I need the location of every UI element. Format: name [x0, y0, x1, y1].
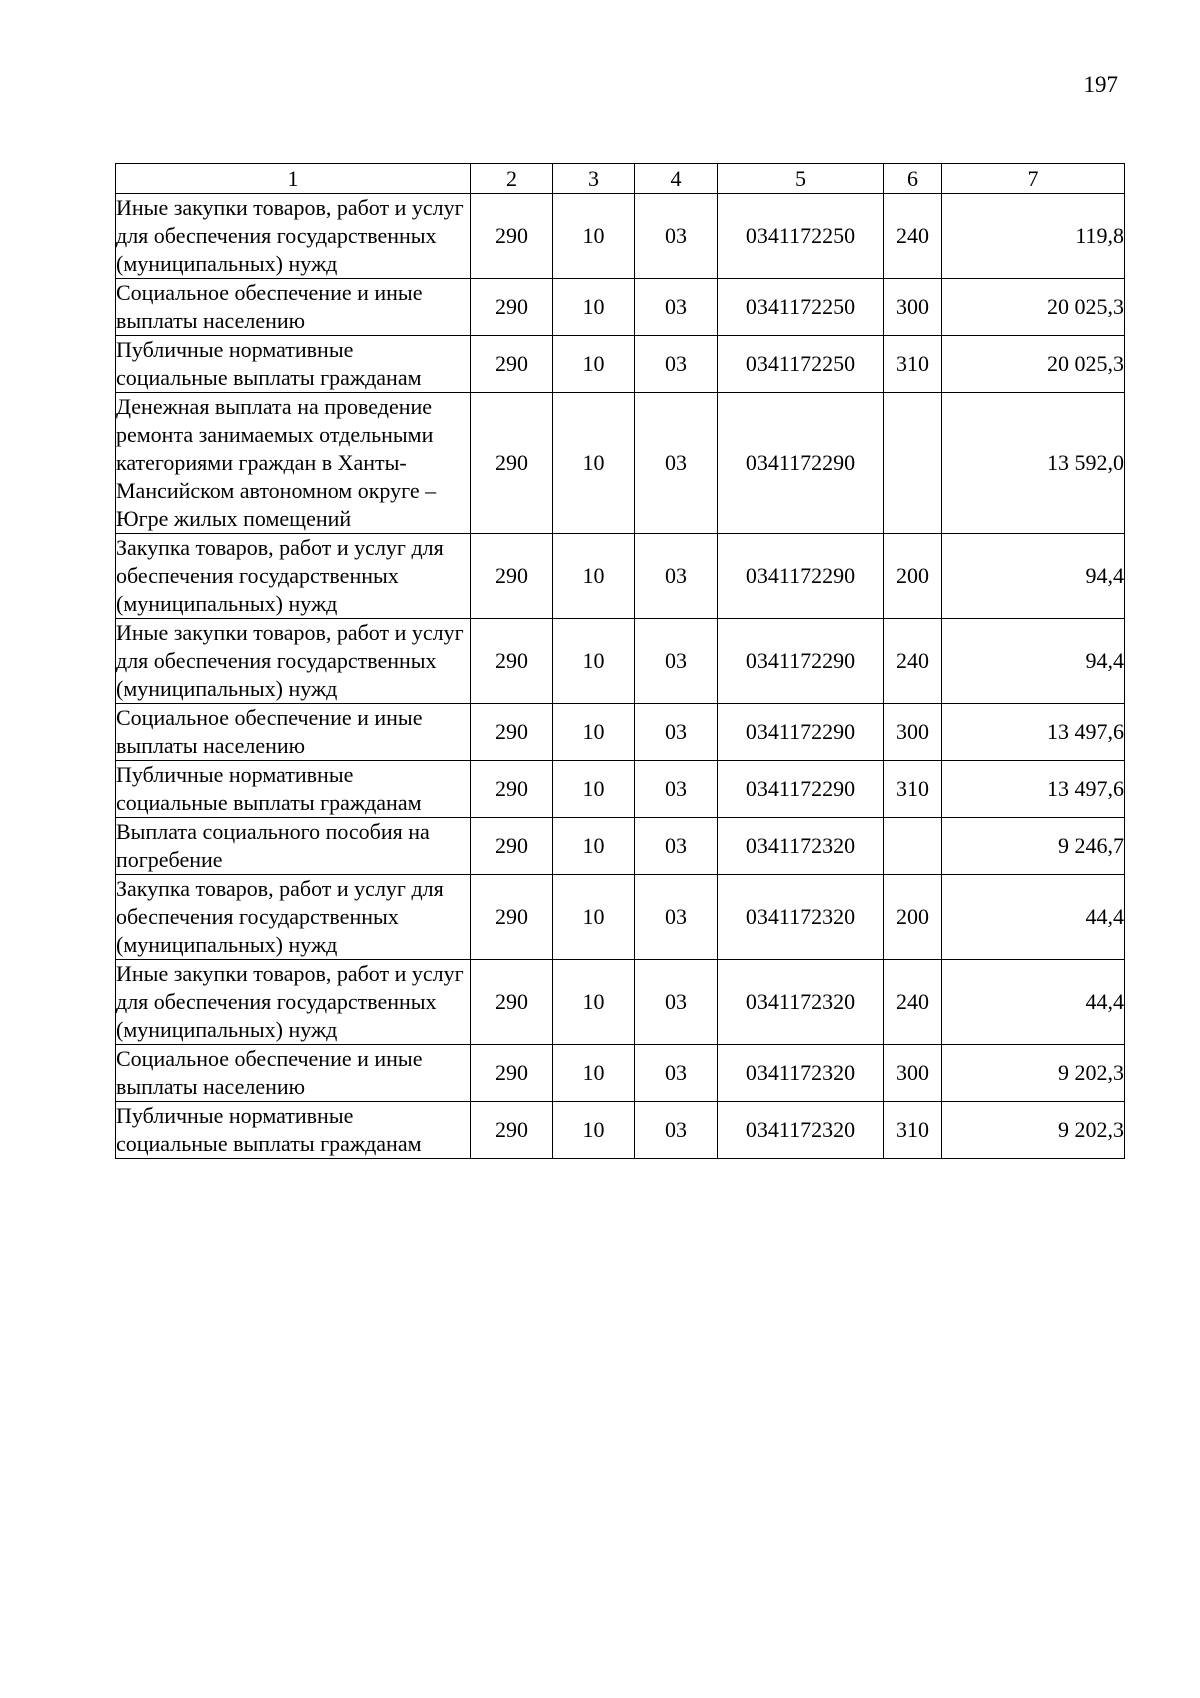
table-row	[116, 336, 1125, 393]
cell-col-5: 0341172320	[718, 960, 884, 1045]
budget-table	[115, 163, 1125, 1159]
cell-col-2: 290	[471, 194, 553, 279]
cell-col-5: 0341172290	[718, 704, 884, 761]
row-name: Выплата социального пособия на погребение	[116, 818, 471, 875]
column-header: 3	[553, 164, 635, 194]
cell-amount: 20 025,3	[942, 336, 1125, 393]
cell-col-3: 10	[553, 1045, 635, 1102]
row-name: Публичные нормативные социальные выплаты гражданам	[116, 336, 471, 393]
cell-col-4: 03	[635, 336, 718, 393]
column-header: 1	[116, 164, 471, 194]
cell-col-4: 03	[635, 194, 718, 279]
cell-col-2: 290	[471, 1102, 553, 1159]
cell-col-6: 310	[884, 336, 942, 393]
cell-col-4: 03	[635, 704, 718, 761]
cell-col-6: 240	[884, 960, 942, 1045]
cell-amount: 9 202,3	[942, 1045, 1125, 1102]
cell-amount: 9 202,3	[942, 1102, 1125, 1159]
row-name: Публичные нормативные социальные выплаты гражданам	[116, 1102, 471, 1159]
cell-amount: 44,4	[942, 875, 1125, 960]
cell-col-4: 03	[635, 818, 718, 875]
row-name: Денежная выплата на проведение ремонта занимаемых отдельными категориями граждан в Ханты-Мансийском автономном округе – Югре жилых помещений	[116, 393, 471, 534]
cell-col-4: 03	[635, 960, 718, 1045]
header-row	[116, 164, 1125, 194]
cell-col-3: 10	[553, 393, 635, 534]
cell-col-5: 0341172250	[718, 279, 884, 336]
cell-col-6: 310	[884, 761, 942, 818]
cell-col-6: 300	[884, 1045, 942, 1102]
cell-col-3: 10	[553, 761, 635, 818]
cell-col-2: 290	[471, 279, 553, 336]
cell-amount: 13 497,6	[942, 704, 1125, 761]
cell-amount: 94,4	[942, 534, 1125, 619]
cell-col-2: 290	[471, 336, 553, 393]
cell-col-2: 290	[471, 875, 553, 960]
row-name: Иные закупки товаров, работ и услуг для обеспечения государственных (муниципальных) нужд	[116, 194, 471, 279]
cell-col-6	[884, 393, 942, 534]
cell-col-3: 10	[553, 279, 635, 336]
row-name: Социальное обеспечение и иные выплаты населению	[116, 279, 471, 336]
table-row	[116, 619, 1125, 704]
cell-col-2: 290	[471, 534, 553, 619]
cell-amount: 94,4	[942, 619, 1125, 704]
row-name: Закупка товаров, работ и услуг для обеспечения государственных (муниципальных) нужд	[116, 875, 471, 960]
row-name: Социальное обеспечение и иные выплаты населению	[116, 704, 471, 761]
cell-col-3: 10	[553, 1102, 635, 1159]
row-name: Публичные нормативные социальные выплаты гражданам	[116, 761, 471, 818]
cell-amount: 44,4	[942, 960, 1125, 1045]
cell-col-5: 0341172250	[718, 336, 884, 393]
cell-col-2: 290	[471, 393, 553, 534]
cell-col-4: 03	[635, 1102, 718, 1159]
row-name: Иные закупки товаров, работ и услуг для обеспечения государственных (муниципальных) нужд	[116, 619, 471, 704]
column-header: 7	[942, 164, 1125, 194]
table-row	[116, 393, 1125, 534]
column-header: 4	[635, 164, 718, 194]
cell-col-6: 240	[884, 194, 942, 279]
cell-col-2: 290	[471, 761, 553, 818]
cell-col-3: 10	[553, 960, 635, 1045]
cell-col-4: 03	[635, 761, 718, 818]
table-row	[116, 960, 1125, 1045]
cell-col-6: 200	[884, 534, 942, 619]
cell-col-5: 0341172290	[718, 761, 884, 818]
cell-amount: 20 025,3	[942, 279, 1125, 336]
cell-col-6: 200	[884, 875, 942, 960]
cell-col-6	[884, 818, 942, 875]
cell-col-6: 300	[884, 279, 942, 336]
cell-col-3: 10	[553, 534, 635, 619]
table-row	[116, 704, 1125, 761]
cell-col-5: 0341172320	[718, 818, 884, 875]
cell-col-4: 03	[635, 534, 718, 619]
cell-col-4: 03	[635, 279, 718, 336]
cell-col-4: 03	[635, 619, 718, 704]
cell-col-4: 03	[635, 875, 718, 960]
table-row	[116, 194, 1125, 279]
cell-col-3: 10	[553, 875, 635, 960]
cell-col-2: 290	[471, 818, 553, 875]
cell-amount: 9 246,7	[942, 818, 1125, 875]
cell-col-3: 10	[553, 336, 635, 393]
cell-col-3: 10	[553, 619, 635, 704]
table-row	[116, 279, 1125, 336]
cell-col-5: 0341172320	[718, 875, 884, 960]
cell-col-5: 0341172290	[718, 393, 884, 534]
cell-col-5: 0341172320	[718, 1045, 884, 1102]
column-header: 5	[718, 164, 884, 194]
table-row	[116, 761, 1125, 818]
cell-col-6: 240	[884, 619, 942, 704]
table-row	[116, 875, 1125, 960]
cell-col-5: 0341172250	[718, 194, 884, 279]
row-name: Иные закупки товаров, работ и услуг для обеспечения государственных (муниципальных) нужд	[116, 960, 471, 1045]
cell-amount: 119,8	[942, 194, 1125, 279]
row-name: Закупка товаров, работ и услуг для обеспечения государственных (муниципальных) нужд	[116, 534, 471, 619]
cell-col-2: 290	[471, 619, 553, 704]
cell-col-6: 300	[884, 704, 942, 761]
cell-col-5: 0341172290	[718, 534, 884, 619]
cell-col-3: 10	[553, 194, 635, 279]
page-number: 197	[1083, 72, 1118, 97]
cell-amount: 13 592,0	[942, 393, 1125, 534]
cell-col-2: 290	[471, 1045, 553, 1102]
cell-col-4: 03	[635, 1045, 718, 1102]
cell-col-3: 10	[553, 818, 635, 875]
column-header: 2	[471, 164, 553, 194]
cell-amount: 13 497,6	[942, 761, 1125, 818]
table-row	[116, 534, 1125, 619]
cell-col-5: 0341172320	[718, 1102, 884, 1159]
table-row	[116, 1045, 1125, 1102]
cell-col-4: 03	[635, 393, 718, 534]
cell-col-2: 290	[471, 960, 553, 1045]
row-name: Социальное обеспечение и иные выплаты населению	[116, 1045, 471, 1102]
table-row	[116, 1102, 1125, 1159]
cell-col-5: 0341172290	[718, 619, 884, 704]
cell-col-6: 310	[884, 1102, 942, 1159]
cell-col-2: 290	[471, 704, 553, 761]
column-header: 6	[884, 164, 942, 194]
cell-col-3: 10	[553, 704, 635, 761]
table-row	[116, 818, 1125, 875]
